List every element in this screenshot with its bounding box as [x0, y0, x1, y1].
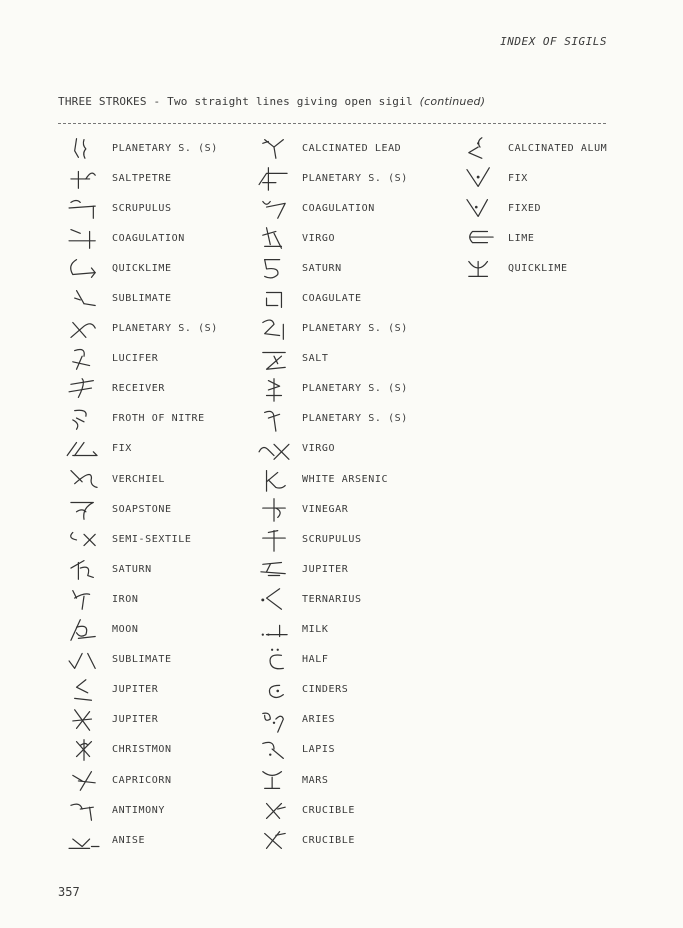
- sigil-entry: [252, 494, 408, 524]
- sigil-entry: [62, 163, 218, 193]
- sigil-39: [252, 555, 296, 583]
- sigil-entry: [252, 645, 408, 675]
- sigil-53: [458, 254, 502, 282]
- sigil-entry: [62, 735, 218, 765]
- section-heading: [58, 95, 485, 108]
- sigil-8-glyph: [62, 345, 106, 373]
- sigil-20: [62, 706, 106, 734]
- sigil-42: [252, 646, 296, 674]
- sigil-27-glyph: [252, 194, 296, 222]
- page-number: 357: [58, 885, 80, 899]
- sigil-10-glyph: [62, 405, 106, 433]
- sigil-label: SEMI-SEXTILE: [112, 533, 192, 545]
- sigil-entry: [252, 765, 408, 795]
- sigil-7-glyph: [62, 315, 106, 343]
- sigil-entry: [62, 253, 218, 283]
- sigil-label: PLANETARY S. (S): [112, 323, 218, 335]
- sigil-48: [252, 826, 296, 854]
- sigil-49-glyph: [458, 134, 502, 162]
- sigil-37: [252, 495, 296, 523]
- sigil-51: [458, 194, 502, 222]
- sigil-40: [252, 585, 296, 613]
- sigil-45: [252, 736, 296, 764]
- sigil-46-glyph: [252, 766, 296, 794]
- sigil-entry: [62, 314, 218, 344]
- sigil-21-glyph: [62, 736, 106, 764]
- sigil-entry: [62, 554, 218, 584]
- sigil-entry: [252, 314, 408, 344]
- sigil-51-glyph: [458, 194, 502, 222]
- sigil-label: JUPITER: [112, 684, 159, 696]
- sigil-label: CINDERS: [302, 684, 349, 696]
- sigil-label: LUCIFER: [112, 353, 159, 365]
- sigil-entry: [62, 464, 218, 494]
- sigil-label: SALTPETRE: [112, 172, 172, 184]
- sigil-41: [252, 616, 296, 644]
- sigil-25-glyph: [252, 134, 296, 162]
- heading-rule: [58, 123, 606, 124]
- sigil-label: SALT: [302, 353, 329, 365]
- sigil-entry: [252, 825, 408, 855]
- sigil-8: [62, 345, 106, 373]
- sigil-16: [62, 585, 106, 613]
- sigil-entry: [252, 735, 408, 765]
- sigil-label: HALF: [302, 654, 329, 666]
- sigil-entry: [252, 193, 408, 223]
- sigil-column-2: [252, 133, 408, 855]
- sigil-label: PLANETARY S. (S): [302, 172, 408, 184]
- sigil-label: SATURN: [302, 262, 342, 274]
- sigil-label: MOON: [112, 624, 139, 636]
- sigil-entry: [252, 795, 408, 825]
- sigil-label: COAGULATION: [112, 232, 185, 244]
- sigil-36-glyph: [252, 465, 296, 493]
- sigil-label: FIX: [508, 172, 528, 184]
- sigil-entry: [62, 193, 218, 223]
- sigil-entry: [62, 133, 218, 163]
- sigil-26: [252, 164, 296, 192]
- sigil-38-glyph: [252, 525, 296, 553]
- sigil-entry: [458, 193, 607, 223]
- sigil-47-glyph: [252, 796, 296, 824]
- sigil-5-glyph: [62, 254, 106, 282]
- sigil-31: [252, 315, 296, 343]
- sigil-2: [62, 164, 106, 192]
- sigil-label: VIRGO: [302, 443, 336, 455]
- sigil-52: [458, 224, 502, 252]
- sigil-13: [62, 495, 106, 523]
- sigil-12-glyph: [62, 465, 106, 493]
- sigil-entry: [62, 645, 218, 675]
- sigil-label: SATURN: [112, 563, 152, 575]
- sigil-label: SUBLIMATE: [112, 293, 172, 305]
- sigil-entry: [252, 133, 408, 163]
- sigil-entry: [62, 434, 218, 464]
- sigil-15-glyph: [62, 555, 106, 583]
- sigil-label: LAPIS: [302, 744, 336, 756]
- sigil-label: VIRGO: [302, 232, 336, 244]
- section-continued: (continued): [419, 95, 486, 108]
- sigil-36: [252, 465, 296, 493]
- sigil-entry: [62, 223, 218, 253]
- sigil-entry: [252, 404, 408, 434]
- sigil-11-glyph: [62, 435, 106, 463]
- sigil-entry: [252, 554, 408, 584]
- sigil-13-glyph: [62, 495, 106, 523]
- sigil-47: [252, 796, 296, 824]
- sigil-23-glyph: [62, 796, 106, 824]
- sigil-31-glyph: [252, 315, 296, 343]
- sigil-28-glyph: [252, 224, 296, 252]
- sigil-entry: [252, 374, 408, 404]
- sigil-label: ANISE: [112, 834, 146, 846]
- sigil-34: [252, 405, 296, 433]
- sigil-entry: [252, 705, 408, 735]
- sigil-label: JUPITER: [112, 714, 159, 726]
- sigil-4: [62, 224, 106, 252]
- sigil-entry: [252, 675, 408, 705]
- sigil-label: VERCHIEL: [112, 473, 165, 485]
- sigil-17: [62, 616, 106, 644]
- sigil-39-glyph: [252, 555, 296, 583]
- sigil-42-glyph: [252, 646, 296, 674]
- sigil-label: CALCINATED LEAD: [302, 142, 402, 154]
- sigil-1: [62, 134, 106, 162]
- sigil-column-3: [458, 133, 607, 283]
- sigil-34-glyph: [252, 405, 296, 433]
- sigil-30-glyph: [252, 285, 296, 313]
- sigil-entry: [252, 524, 408, 554]
- sigil-label: JUPITER: [302, 563, 349, 575]
- sigil-19: [62, 676, 106, 704]
- sigil-3-glyph: [62, 194, 106, 222]
- sigil-entry: [62, 283, 218, 313]
- sigil-entry: [62, 795, 218, 825]
- sigil-24: [62, 826, 106, 854]
- sigil-entry: [62, 494, 218, 524]
- sigil-35: [252, 435, 296, 463]
- sigil-22-glyph: [62, 766, 106, 794]
- sigil-15: [62, 555, 106, 583]
- sigil-6: [62, 285, 106, 313]
- sigil-label: QUICKLIME: [112, 262, 172, 274]
- sigil-entry: [62, 825, 218, 855]
- sigil-7: [62, 315, 106, 343]
- sigil-14-glyph: [62, 525, 106, 553]
- sigil-41-glyph: [252, 616, 296, 644]
- sigil-18-glyph: [62, 646, 106, 674]
- sigil-entry: [62, 765, 218, 795]
- sigil-label: SCRUPULUS: [112, 202, 172, 214]
- sigil-entry: [62, 615, 218, 645]
- sigil-43-glyph: [252, 676, 296, 704]
- sigil-33: [252, 375, 296, 403]
- sigil-label: FROTH OF NITRE: [112, 413, 205, 425]
- sigil-label: TERNARIUS: [302, 593, 362, 605]
- sigil-6-glyph: [62, 285, 106, 313]
- sigil-entry: [62, 584, 218, 614]
- sigil-label: IRON: [112, 593, 139, 605]
- sigil-label: PLANETARY S. (S): [302, 323, 408, 335]
- sigil-23: [62, 796, 106, 824]
- sigil-label: CRUCIBLE: [302, 834, 355, 846]
- sigil-50-glyph: [458, 164, 502, 192]
- sigil-entry: [62, 404, 218, 434]
- sigil-2-glyph: [62, 164, 106, 192]
- sigil-1-glyph: [62, 134, 106, 162]
- sigil-25: [252, 134, 296, 162]
- sigil-49: [458, 134, 502, 162]
- sigil-entry: [458, 133, 607, 163]
- sigil-label: VINEGAR: [302, 503, 349, 515]
- sigil-35-glyph: [252, 435, 296, 463]
- sigil-label: FIXED: [508, 202, 542, 214]
- sigil-12: [62, 465, 106, 493]
- sigil-label: CRUCIBLE: [302, 804, 355, 816]
- sigil-29-glyph: [252, 254, 296, 282]
- sigil-entry: [62, 374, 218, 404]
- sigil-5: [62, 254, 106, 282]
- sigil-label: LIME: [508, 232, 535, 244]
- sigil-entry: [252, 223, 408, 253]
- sigil-33-glyph: [252, 375, 296, 403]
- sigil-19-glyph: [62, 676, 106, 704]
- sigil-entry: [458, 223, 607, 253]
- sigil-44: [252, 706, 296, 734]
- sigil-entry: [252, 464, 408, 494]
- sigil-22: [62, 766, 106, 794]
- sigil-16-glyph: [62, 585, 106, 613]
- sigil-9: [62, 375, 106, 403]
- sigil-label: FIX: [112, 443, 132, 455]
- sigil-label: SOAPSTONE: [112, 503, 172, 515]
- sigil-column-1: [62, 133, 218, 855]
- sigil-24-glyph: [62, 826, 106, 854]
- sigil-entry: [62, 675, 218, 705]
- sigil-label: MARS: [302, 774, 329, 786]
- sigil-entry: [458, 163, 607, 193]
- sigil-label: SCRUPULUS: [302, 533, 362, 545]
- sigil-entry: [62, 344, 218, 374]
- sigil-entry: [458, 253, 607, 283]
- sigil-entry: [62, 705, 218, 735]
- sigil-44-glyph: [252, 706, 296, 734]
- sigil-label: COAGULATION: [302, 202, 375, 214]
- sigil-11: [62, 435, 106, 463]
- sigil-entry: [252, 344, 408, 374]
- sigil-40-glyph: [252, 585, 296, 613]
- sigil-29: [252, 254, 296, 282]
- section-title: THREE STROKES - Two straight lines giving open sigil: [58, 95, 413, 108]
- sigil-label: PLANETARY S. (S): [302, 383, 408, 395]
- sigil-10: [62, 405, 106, 433]
- sigil-label: PLANETARY S. (S): [112, 142, 218, 154]
- sigil-45-glyph: [252, 736, 296, 764]
- sigil-3: [62, 194, 106, 222]
- sigil-27: [252, 194, 296, 222]
- sigil-label: QUICKLIME: [508, 262, 568, 274]
- running-header: INDEX OF SIGILS: [500, 35, 607, 48]
- sigil-46: [252, 766, 296, 794]
- sigil-21: [62, 736, 106, 764]
- sigil-32: [252, 345, 296, 373]
- sigil-label: CHRISTMON: [112, 744, 172, 756]
- sigil-43: [252, 676, 296, 704]
- sigil-label: WHITE ARSENIC: [302, 473, 389, 485]
- sigil-20-glyph: [62, 706, 106, 734]
- sigil-30: [252, 285, 296, 313]
- sigil-17-glyph: [62, 616, 106, 644]
- sigil-label: ANTIMONY: [112, 804, 165, 816]
- sigil-entry: [252, 584, 408, 614]
- sigil-50: [458, 164, 502, 192]
- sigil-label: MILK: [302, 624, 329, 636]
- sigil-label: CALCINATED ALUM: [508, 142, 608, 154]
- sigil-18: [62, 646, 106, 674]
- sigil-entry: [252, 615, 408, 645]
- sigil-entry: [252, 283, 408, 313]
- sigil-label: SUBLIMATE: [112, 654, 172, 666]
- sigil-label: ARIES: [302, 714, 336, 726]
- sigil-38: [252, 525, 296, 553]
- sigil-entry: [62, 524, 218, 554]
- sigil-48-glyph: [252, 826, 296, 854]
- sigil-label: COAGULATE: [302, 293, 362, 305]
- sigil-label: PLANETARY S. (S): [302, 413, 408, 425]
- sigil-entry: [252, 163, 408, 193]
- sigil-53-glyph: [458, 254, 502, 282]
- sigil-label: RECEIVER: [112, 383, 165, 395]
- sigil-entry: [252, 253, 408, 283]
- sigil-37-glyph: [252, 495, 296, 523]
- sigil-9-glyph: [62, 375, 106, 403]
- sigil-label: CAPRICORN: [112, 774, 172, 786]
- sigil-14: [62, 525, 106, 553]
- sigil-entry: [252, 434, 408, 464]
- sigil-26-glyph: [252, 164, 296, 192]
- sigil-32-glyph: [252, 345, 296, 373]
- sigil-28: [252, 224, 296, 252]
- sigil-4-glyph: [62, 224, 106, 252]
- sigil-52-glyph: [458, 224, 502, 252]
